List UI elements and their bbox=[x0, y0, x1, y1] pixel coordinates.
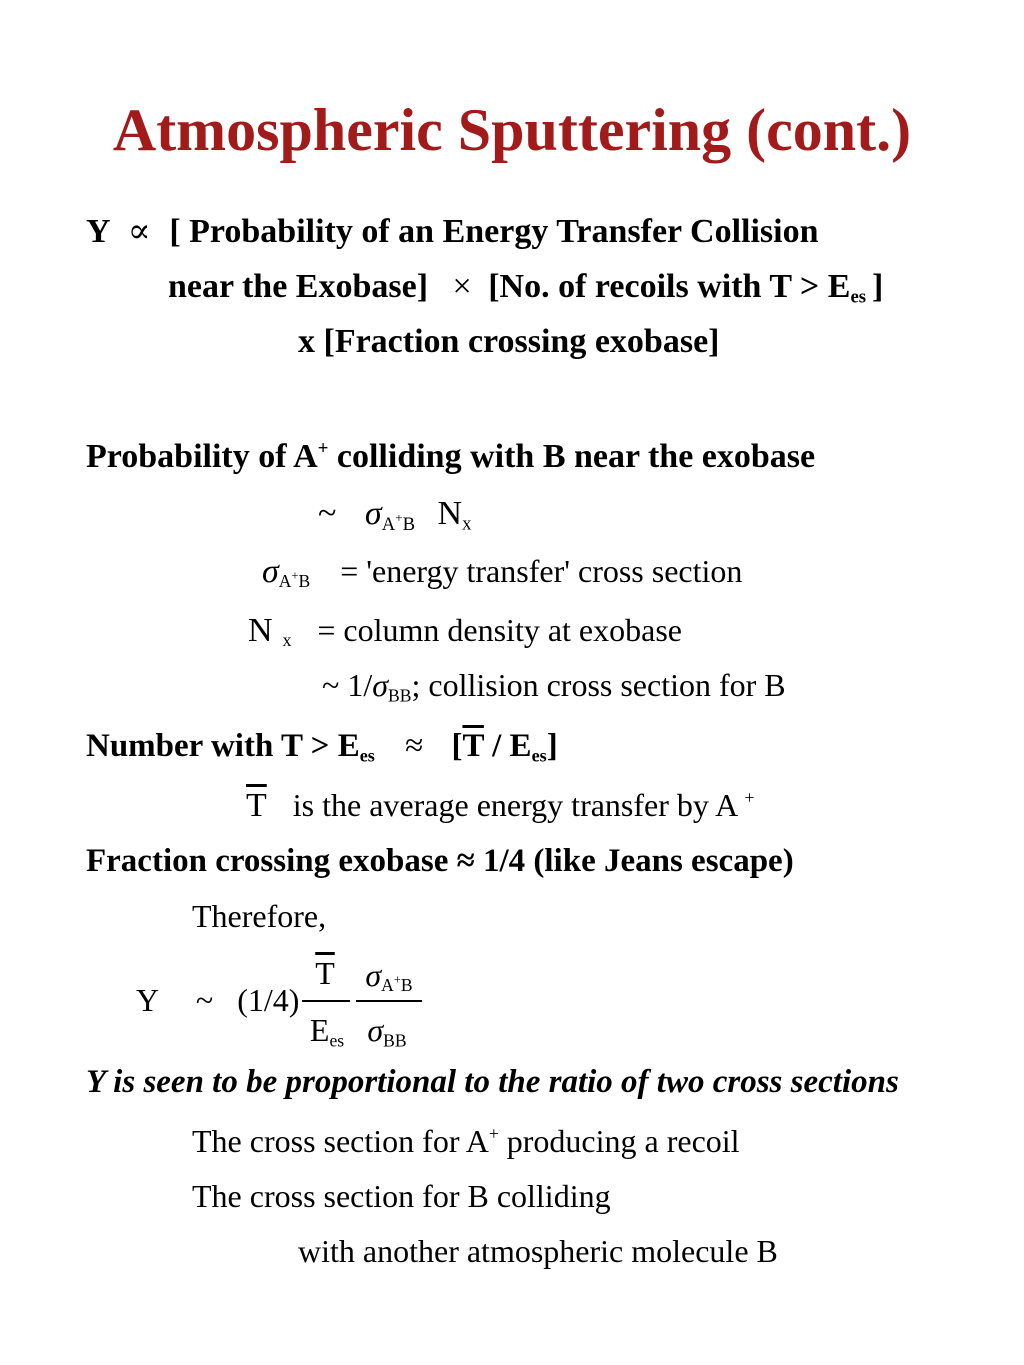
fraction1-numerator: $\overline{T}$ bbox=[315, 955, 335, 991]
formula-lhs bbox=[136, 984, 299, 1016]
slide-title: Atmospheric Sputtering (cont.) bbox=[112, 97, 912, 163]
column-density-symbol: N bbox=[437, 495, 463, 532]
yield-relation-line1 bbox=[86, 215, 819, 249]
formula-tilde: ~ bbox=[195, 982, 214, 1018]
ratio-subscript: es bbox=[531, 745, 547, 766]
formula-quarter: (1/4) bbox=[237, 982, 300, 1018]
number-heading-text: Number with T > E bbox=[86, 728, 360, 764]
therefore-label: Therefore, bbox=[192, 898, 327, 934]
average-energy-line bbox=[246, 789, 754, 823]
probability-approx bbox=[318, 497, 471, 534]
fraction1-denominator: $E_{es}$ bbox=[309, 1012, 345, 1051]
yield-line2-part-a: near the Exobase] bbox=[168, 268, 429, 305]
sigma-bb-symbol: σ bbox=[372, 667, 388, 703]
bracket-open: [ bbox=[451, 728, 463, 764]
sigma-definition bbox=[262, 555, 742, 591]
column-density-subscript: x bbox=[462, 513, 472, 535]
yield-line2-part-b: [No. of recoils with T > E bbox=[488, 268, 851, 305]
yield-line2-subscript: es bbox=[850, 286, 867, 308]
yield-line2-end: ] bbox=[872, 268, 884, 305]
collision-line-text: ; collision cross section for B bbox=[411, 667, 786, 703]
fraction2-denominator: $\sigma_{BB}$ bbox=[367, 1012, 407, 1051]
yield-line1-text: [ Probability of an Energy Transfer Collision bbox=[169, 213, 819, 250]
conclusion-statement: Y is seen to be proportional to the ratio of two cross sections bbox=[86, 1064, 899, 1100]
collision-line-prefix: ~ 1/ bbox=[322, 667, 373, 703]
approx-equal-symbol: ≈ bbox=[405, 728, 424, 764]
sigma-symbol: σ bbox=[364, 495, 382, 532]
collision-cross-section-line bbox=[322, 669, 786, 705]
times-symbol: × bbox=[452, 268, 472, 305]
column-density-definition-text: = column density at exobase bbox=[317, 612, 682, 648]
t-bar-symbol: $\overline{T}$ bbox=[462, 728, 484, 764]
yield-symbol: Y bbox=[86, 213, 110, 250]
yield-relation-line3: x [Fraction crossing exobase] bbox=[298, 323, 720, 360]
number-heading bbox=[86, 730, 558, 765]
proportional-symbol: ∝ bbox=[127, 213, 151, 250]
average-energy-sup: + bbox=[744, 787, 755, 808]
sigma-bb-subscript: BB bbox=[387, 685, 412, 706]
bracket-close: ] bbox=[546, 728, 558, 764]
formula-y: Y bbox=[136, 982, 158, 1018]
average-energy-text: is the average energy transfer by A bbox=[292, 787, 737, 823]
conclusion-line1: The cross section for A+ producing a recoil bbox=[192, 1123, 740, 1159]
column-density-subscript-2: x bbox=[282, 630, 292, 651]
column-density-definition bbox=[248, 614, 682, 650]
number-heading-subscript: es bbox=[359, 745, 375, 766]
fraction1-bar bbox=[302, 1000, 350, 1002]
ratio-slash: / E bbox=[483, 728, 532, 764]
conclusion-line2: The cross section for B colliding bbox=[192, 1178, 611, 1214]
fraction2-bar bbox=[356, 1000, 422, 1002]
probability-heading-sup: + bbox=[317, 438, 329, 459]
probability-heading bbox=[86, 440, 815, 474]
sigma-subscript: A+B bbox=[381, 509, 416, 535]
sigma-subscript-2: A+B bbox=[278, 568, 311, 592]
probability-heading-a: Probability of A bbox=[86, 438, 318, 476]
t-bar-symbol-2: $\overline{T}$ bbox=[246, 787, 267, 824]
sigma-definition-text: = 'energy transfer' cross section bbox=[340, 553, 743, 589]
approx-symbol: ~ bbox=[318, 495, 337, 532]
fraction-heading: Fraction crossing exobase ≈ 1/4 (like Jeans escape) bbox=[86, 843, 794, 879]
yield-relation-line2 bbox=[168, 270, 883, 307]
column-density-symbol-2: N bbox=[248, 612, 273, 649]
probability-heading-b: colliding with B near the exobase bbox=[328, 438, 816, 476]
fraction2-numerator: $\sigma_{A^+B}$ bbox=[365, 957, 413, 996]
conclusion-line3: with another atmospheric molecule B bbox=[298, 1233, 778, 1269]
sigma-symbol-2: σ bbox=[262, 553, 279, 590]
